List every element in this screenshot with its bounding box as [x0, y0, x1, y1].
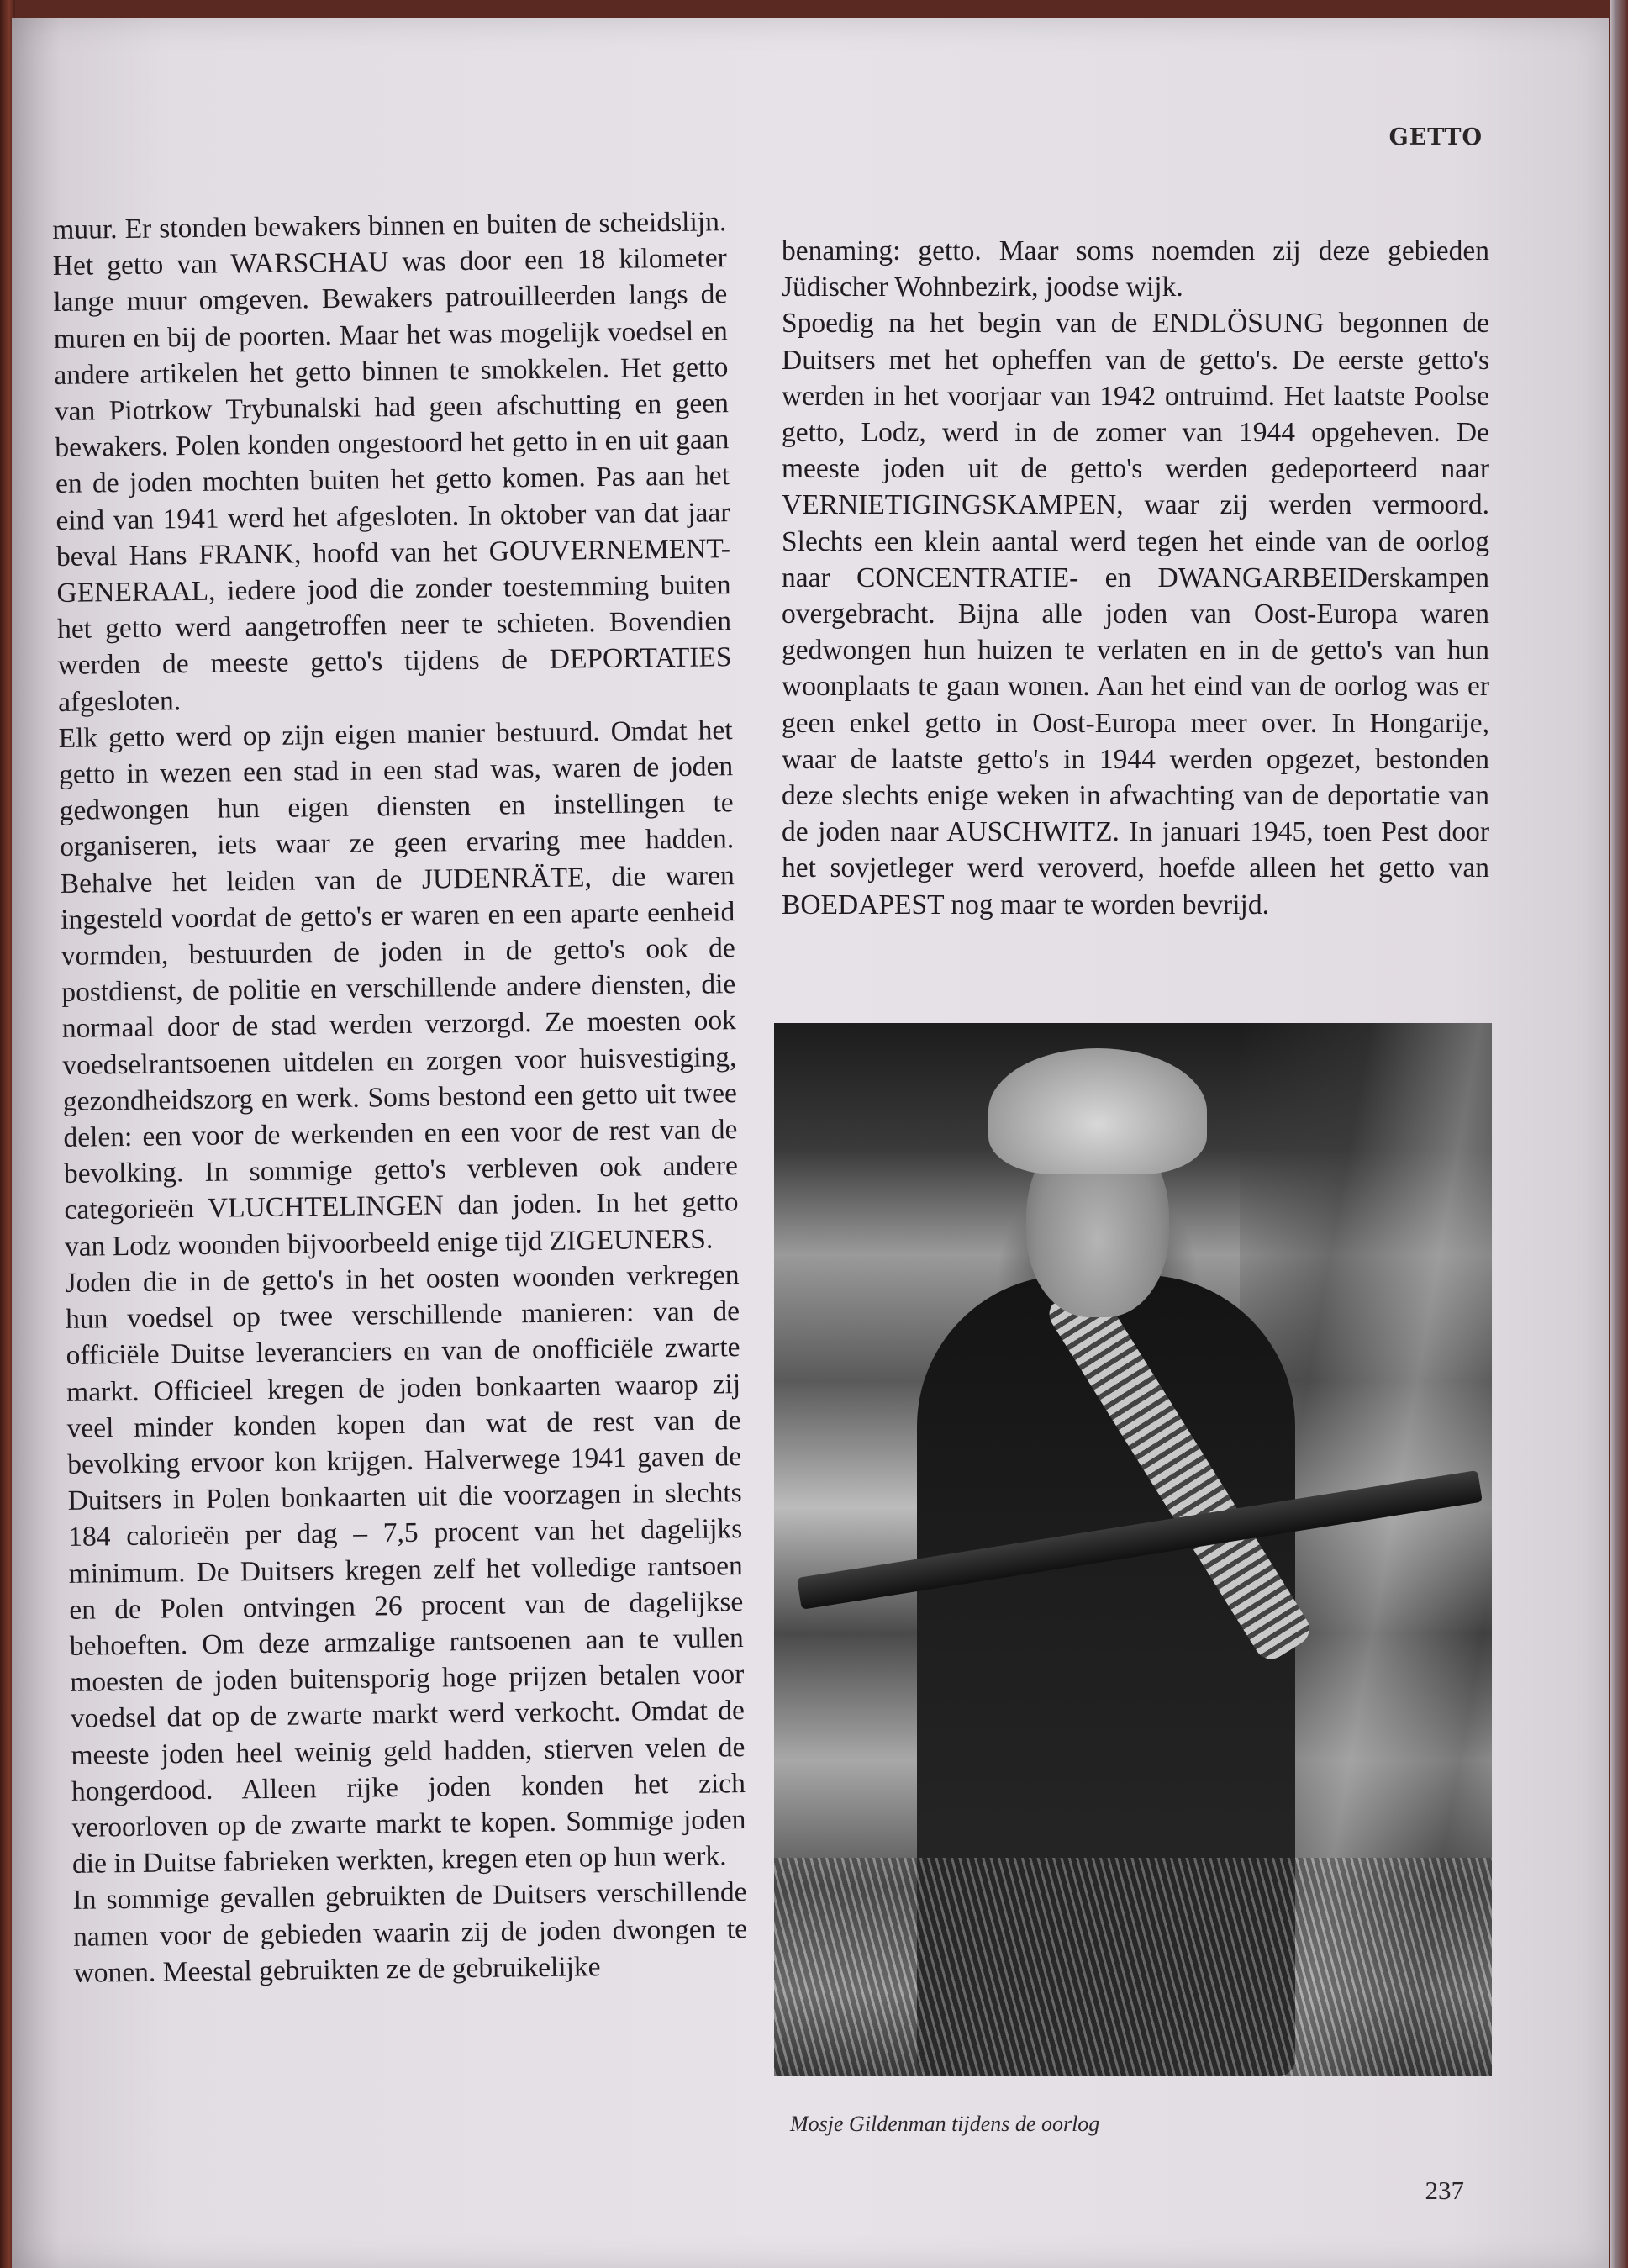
- right-text-column: [782, 233, 1489, 923]
- photo-caption: Mosje Gildenman tijdens de oorlog: [790, 2112, 1100, 2136]
- book-cover-edge-right: [1610, 0, 1628, 2268]
- left-paragraph-1: muur. Er stonden bewakers binnen en buiten de scheidslijn. Het getto van WARSCHAU was door een 18 kilometer lange muur omgeven. Bewakers patrouilleerden langs de muren en bij de poorten. Maar het was mogelijk voedsel en andere artikelen het getto binnen te smokkelen. Het getto van Piotrkow Trybunalski had geen afschutting en geen bewakers. Polen konden ongestoord het getto in en uit gaan en de joden mochten buiten het getto komen. Pas aan het eind van 1941 werd het afgesloten. In oktober van dat jaar beval Hans FRANK, hoofd van het GOUVERNEMENT-GENERAAL, iedere jood die zonder toestemming buiten het getto werd aangetroffen neer te schieten. Bovendien werden de meeste getto's tijdens de DEPORTATIES afgesloten.: [52, 206, 732, 718]
- book-page: [12, 18, 1609, 2268]
- portrait-photo: [774, 1023, 1492, 2076]
- right-paragraph-2: Spoedig na het begin van de ENDLÖSUNG begonnen de Duitsers met het opheffen van de getto's. De eerste getto's werden in het voorjaar van 1942 ontruimd. Het laatste Poolse getto, Lodz, werd in de zomer van 1944 opgeheven. De meeste joden uit de getto's werden gedeporteerd naar VERNIETIGINGSKAMPEN, waar zij werden vermoord. Slechts een klein aantal werd tegen het einde van de oorlog naar CONCENTRATIE- en DWANGARBEIDerskampen overgebracht. Bijna alle joden van Oost-Europa waren gedwongen hun huizen te verlaten en in de getto's van hun woonplaats te gaan wonen. Aan het eind van de oorlog was er geen enkel getto in Oost-Europa meer over. In Hongarije, waar de laatste getto's in 1944 werden opgezet, bestonden deze slechts enige weken in afwachting van de deportatie van de joden naar AUSCHWITZ. In januari 1945, toen Pest door het sovjetleger werd veroverd, hoefde alleen het getto van BOEDAPEST nog maar te worden bevrijd.: [782, 308, 1489, 920]
- left-paragraph-2: Elk getto werd op zijn eigen manier bestuurd. Omdat het getto in wezen een stad in een stad was, waren de joden gedwongen hun eigen diensten en instellingen te organiseren, iets waar ze geen ervaring mee hadden. Behalve het leiden van de JUDENRÄTE, die waren ingesteld voordat de getto's er waren en een aparte eenheid vormden, bestuurden de joden in de getto's ook de postdienst, de politie en verschillende andere diensten, die normaal door de stad werden verzorgd. Ze moesten ook voedselrantsoenen uitdelen en zorgen voor huisvestiging, gezondheidszorg en werk. Soms bestond een getto uit twee delen: een voor de werkenden en een voor de rest van de bevolking. In sommige getto's verbleven ook andere categorieën VLUCHTELINGEN dan joden. In het getto van Lodz woonden bijvoorbeeld enige tijd ZIGEUNERS.: [58, 715, 739, 1263]
- left-paragraph-3: Joden die in de getto's in het oosten woonden verkregen hun voedsel op twee verschillende manieren: van de officiële Duitse leveranciers en van de onofficiële zwarte markt. Officieel kregen de joden bonkaarten waarop zij veel minder konden kopen dan wat de rest van de bevolking ervoor kon krijgen. Halverwege 1941 gaven de Duitsers in Polen bonkaarten uit die voorzagen in slechts 184 calorieën per dag – 7,5 procent van het dagelijks minimum. De Duitsers kregen zelf het volledige rantsoen en de Polen ontvingen 26 procent van de dagelijkse behoeften. Om deze armzalige rantsoenen aan te vullen moesten de joden buitensporig hoge prijzen betalen voor voedsel dat op de zwarte markt werd verkocht. Omdat de meeste joden heel weinig geld hadden, stierven velen de hongerdood. Alleen rijke joden konden het zich veroorloven op de zwarte markt te kopen. Sommige joden die in Duitse fabrieken werkten, kregen eten op hun werk.: [65, 1258, 746, 1880]
- photo-fur-hat: [988, 1048, 1207, 1174]
- left-text-column: [52, 203, 748, 1991]
- running-head: GETTO: [1388, 124, 1483, 150]
- photo-ground: [774, 1858, 1492, 2076]
- left-paragraph-4: In sommige gevallen gebruikten de Duitsers verschillende namen voor de gebieden waarin zij de joden dwongen te wonen. Meestal gebruikten ze de gebruikelijke: [72, 1876, 748, 1989]
- right-paragraph-1: benaming: getto. Maar soms noemden zij deze gebieden Jüdischer Wohnbezirk, joodse wijk.: [782, 235, 1489, 303]
- page-number: 237: [1425, 2176, 1464, 2205]
